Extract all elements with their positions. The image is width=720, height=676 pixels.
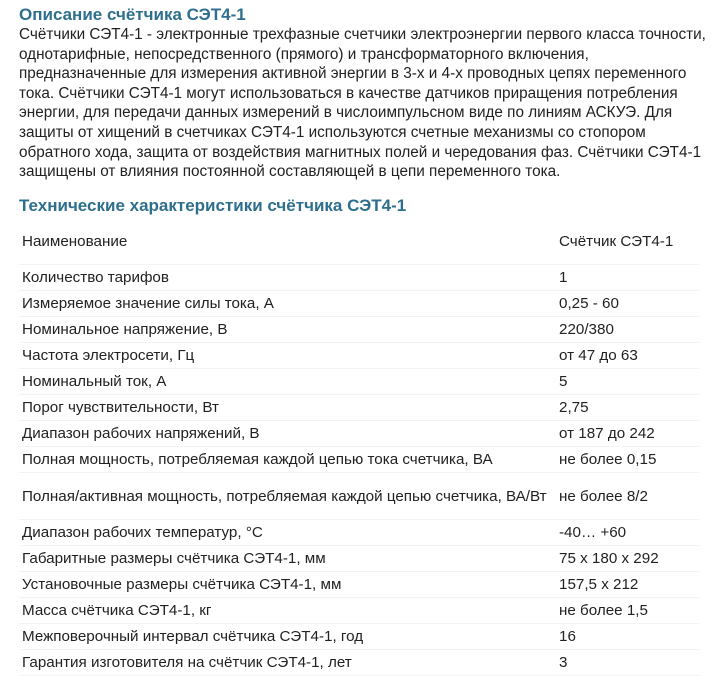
- spec-label: Частота электросети, Гц: [22, 347, 195, 364]
- description-text: Счётчики СЭТ4-1 - электронные трехфазные счетчики электроэнергии первого класса точности, однотарифные, непосредственного (прямого) и трансформаторного включения, предназначенные для измерения активной энергии в 3-х и 4-х проводных цепях переменного тока. Счётчики СЭТ4-1 могут использоваться в качестве датчиков приращения потребления энергии, для передачи данных измерений в числоимпульсном виде по линиям АСКУЭ. Для защиты от хищений в счетчиках СЭТ4-1 используются счетные механизмы со стопором обратного хода, защита от воздействия магнитных полей и чередования фаз. Счётчики СЭТ4-1 защищены от влияния постоянной составляющей в цепи переменного тока.: [19, 26, 706, 181]
- spec-label: Полная мощность, потребляемая каждой цепью тока счетчика, ВА: [22, 451, 493, 468]
- spec-label: Полная/активная мощность, потребляемая каждой цепью счетчика, ВА/Вт: [22, 487, 547, 505]
- spec-value: от 187 до 242: [559, 425, 655, 442]
- specs-heading: Технические характеристики счётчика СЭТ4-1: [19, 196, 407, 215]
- spec-value: Счётчик СЭТ4-1: [559, 232, 674, 250]
- spec-row: [19, 343, 699, 369]
- spec-row: [19, 369, 699, 395]
- spec-label: Номинальное напряжение, В: [22, 321, 228, 338]
- spec-row: [19, 624, 699, 650]
- spec-row: [19, 572, 699, 598]
- spec-label: Количество тарифов: [22, 269, 169, 286]
- spec-label: Гарантия изготовителя на счётчик СЭТ4-1, лет: [22, 654, 352, 671]
- spec-value: не более 8/2: [559, 487, 648, 505]
- spec-value: от 47 до 63: [559, 347, 638, 364]
- spec-value: 5: [559, 373, 568, 390]
- spec-row: [19, 395, 699, 421]
- spec-row: [19, 650, 699, 676]
- spec-label: Межповерочный интервал счётчика СЭТ4-1, год: [22, 628, 364, 645]
- spec-value: 157,5 х 212: [559, 576, 639, 593]
- spec-value: не более 1,5: [559, 602, 648, 619]
- spec-value: 2,75: [559, 399, 589, 416]
- spec-label: Масса счётчика СЭТ4-1, кг: [22, 602, 212, 619]
- spec-value: 220/380: [559, 321, 614, 338]
- spec-label: Установочные размеры счётчика СЭТ4-1, мм: [22, 576, 342, 593]
- spec-row: [19, 218, 699, 265]
- spec-row: [19, 291, 699, 317]
- spec-row: [19, 598, 699, 624]
- spec-label: Габаритные размеры счётчика СЭТ4-1, мм: [22, 550, 326, 567]
- spec-label: Диапазон рабочих температур, °С: [22, 524, 263, 541]
- spec-value: -40… +60: [559, 524, 627, 541]
- spec-label: Измеряемое значение силы тока, А: [22, 295, 274, 312]
- spec-label: Диапазон рабочих напряжений, В: [22, 425, 260, 442]
- spec-value: не более 0,15: [559, 451, 657, 468]
- spec-value: 16: [559, 628, 576, 645]
- spec-value: 0,25 - 60: [559, 295, 619, 312]
- spec-row: [19, 546, 699, 572]
- specs-table: [19, 218, 699, 676]
- spec-row: [19, 520, 699, 546]
- spec-row: [19, 421, 699, 447]
- spec-row: [19, 317, 699, 343]
- spec-row: [19, 447, 699, 473]
- spec-label: Порог чувствительности, Вт: [22, 399, 219, 416]
- description-heading: Описание счётчика СЭТ4-1: [19, 5, 246, 24]
- spec-row: [19, 265, 699, 291]
- spec-label: Номинальный ток, А: [22, 373, 167, 390]
- spec-value: 1: [559, 269, 568, 286]
- spec-value: 3: [559, 654, 568, 671]
- spec-value: 75 х 180 х 292: [559, 550, 659, 567]
- spec-row: [19, 473, 699, 520]
- spec-label: Наименование: [22, 232, 128, 250]
